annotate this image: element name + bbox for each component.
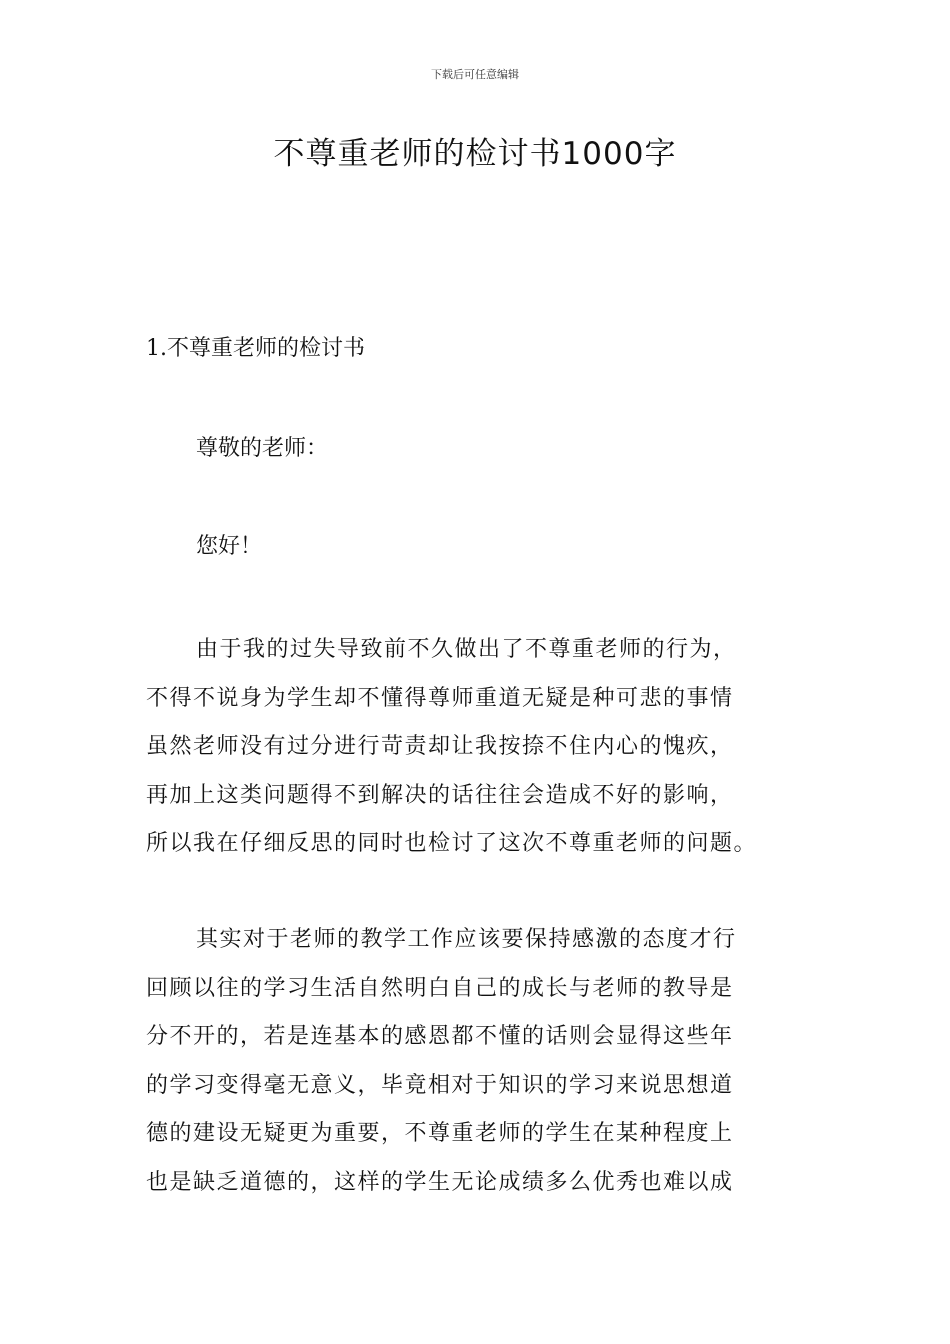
document-title: 不尊重老师的检讨书1000字 <box>273 136 677 172</box>
paragraph-line: 分不开的，若是连基本的感恩都不懂的话则会显得这些年 <box>146 1024 734 1049</box>
paragraph-line: 回顾以往的学习生活自然明白自己的成长与老师的教导是 <box>146 975 734 1001</box>
paragraph-line: 也是缺乏道德的，这样的学生无论成绩多么优秀也难以成 <box>146 1169 734 1195</box>
paragraph-line: 的学习变得毫无意义，毕竟相对于知识的学习来说思想道 <box>146 1072 734 1098</box>
paragraph-line: 其实对于老师的教学工作应该要保持感激的态度才行 <box>196 927 737 952</box>
greeting: 您好！ <box>196 534 263 559</box>
paragraph-line: 德的建设无疑更为重要，不尊重老师的学生在某种程度上 <box>146 1121 734 1146</box>
salutation: 尊敬的老师： <box>196 436 329 461</box>
section-heading: 1.不尊重老师的检讨书 <box>146 336 365 361</box>
header-note: 下载后可任意编辑 <box>431 68 519 81</box>
paragraph-line: 不得不说身为学生却不懂得尊师重道无疑是种可悲的事情 <box>146 685 734 711</box>
paragraph-line: 再加上这类问题得不到解决的话往往会造成不好的影响， <box>146 782 734 808</box>
paragraph-2 <box>146 916 810 1207</box>
paragraph-1 <box>146 626 810 869</box>
paragraph-line: 由于我的过失导致前不久做出了不尊重老师的行为， <box>196 637 737 662</box>
paragraph-line: 虽然老师没有过分进行苛责却让我按捺不住内心的愧疚， <box>146 734 734 759</box>
paragraph-line: 所以我在仔细反思的同时也检讨了这次不尊重老师的问题。 <box>146 831 758 856</box>
